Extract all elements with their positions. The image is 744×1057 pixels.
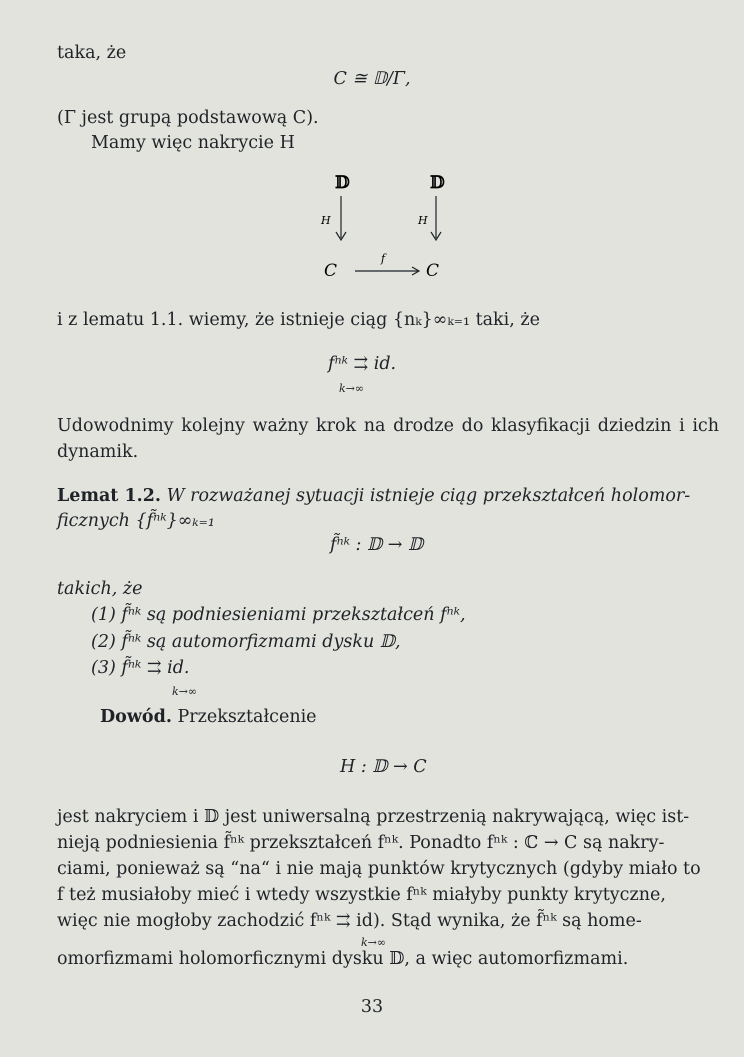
paragraph-lemat-1-1: i z lematu 1.1. wiemy, że istnieje ciąg {nₖ}∞ₖ₌₁ taki, że [57, 310, 540, 330]
lemma-takich: takich, że [57, 579, 143, 599]
paragraph-udowodnimy: Udowodnimy kolejny ważny krok na drodze do klasyfikacji dziedzin i ich dynamik. [57, 416, 719, 462]
left-arrow-label: H [321, 214, 331, 227]
paragraph-grupa: (Γ jest grupą podstawową C). [57, 108, 319, 128]
proof-line-5: więc nie mogłoby zachodzić fⁿᵏ ⇉ id). Stąd wynika, że f̃ⁿᵏ są home- [57, 911, 642, 931]
proof-line-6: omorfizmami holomorficznymi dysku 𝔻, a więc automorfizmami. [57, 949, 629, 969]
lemma-label: Lemat 1.2. [57, 486, 162, 506]
lemma-heading [57, 485, 690, 507]
lemma-text-line1: W rozważanej sytuacji istnieje ciąg przekształceń holomor- [166, 486, 691, 506]
proof-line-1: jest nakryciem i 𝔻 jest uniwersalną przestrzenią nakrywającą, więc ist- [57, 807, 690, 827]
bottom-arrow-label: f [381, 252, 386, 265]
diagram-top-left: 𝔻 [335, 173, 350, 193]
equation-c-iso: C ≅ 𝔻/Γ, [333, 69, 411, 89]
lemma-item-2: (2) f̃ⁿᵏ są automorfizmami dysku 𝔻, [91, 632, 401, 652]
lemma-equation: f̃ⁿᵏ : 𝔻 → 𝔻 [330, 535, 424, 555]
page-number: 33 [360, 997, 384, 1017]
proof-heading [100, 706, 317, 728]
proof-equation: H : 𝔻 → C [340, 757, 427, 777]
proof-line-5-sub: k→∞ [361, 936, 387, 949]
proof-label: Dowód. [100, 707, 172, 727]
equation-convergence-sub: k→∞ [339, 382, 365, 395]
lemma-item-1: (1) f̃ⁿᵏ są podniesieniami przekształceń fⁿᵏ, [91, 605, 466, 625]
proof-intro: Przekształcenie [177, 707, 317, 727]
proof-line-2: nieją podniesienia f̃ⁿᵏ przekształceń fⁿᵏ. Ponadto fⁿᵏ : ℂ → C są nakry- [57, 833, 665, 853]
lemma-item-3: (3) f̃ⁿᵏ ⇉ id. [91, 658, 190, 678]
commutative-diagram [300, 168, 480, 288]
paragraph-taka: taka, że [57, 43, 127, 63]
lemma-item-3-sub: k→∞ [172, 685, 198, 698]
proof-line-3: ciami, ponieważ są “na“ i nie mają punktów krytycznych (gdyby miało to [57, 859, 701, 879]
right-arrow-label: H [418, 214, 428, 227]
diagram-bottom-left: C [324, 261, 338, 281]
diagram-top-right: 𝔻 [430, 173, 445, 193]
lemma-text-line2: ficznych {f̃ⁿᵏ}∞ₖ₌₁ [57, 511, 215, 531]
paragraph-nakrycie: Mamy więc nakrycie H [91, 133, 295, 153]
diagram-bottom-right: C [426, 261, 440, 281]
equation-convergence: fⁿᵏ ⇉ id. [328, 354, 397, 374]
proof-line-4: f też musiałoby mieć i wtedy wszystkie fⁿᵏ miałyby punkty krytyczne, [57, 885, 666, 905]
